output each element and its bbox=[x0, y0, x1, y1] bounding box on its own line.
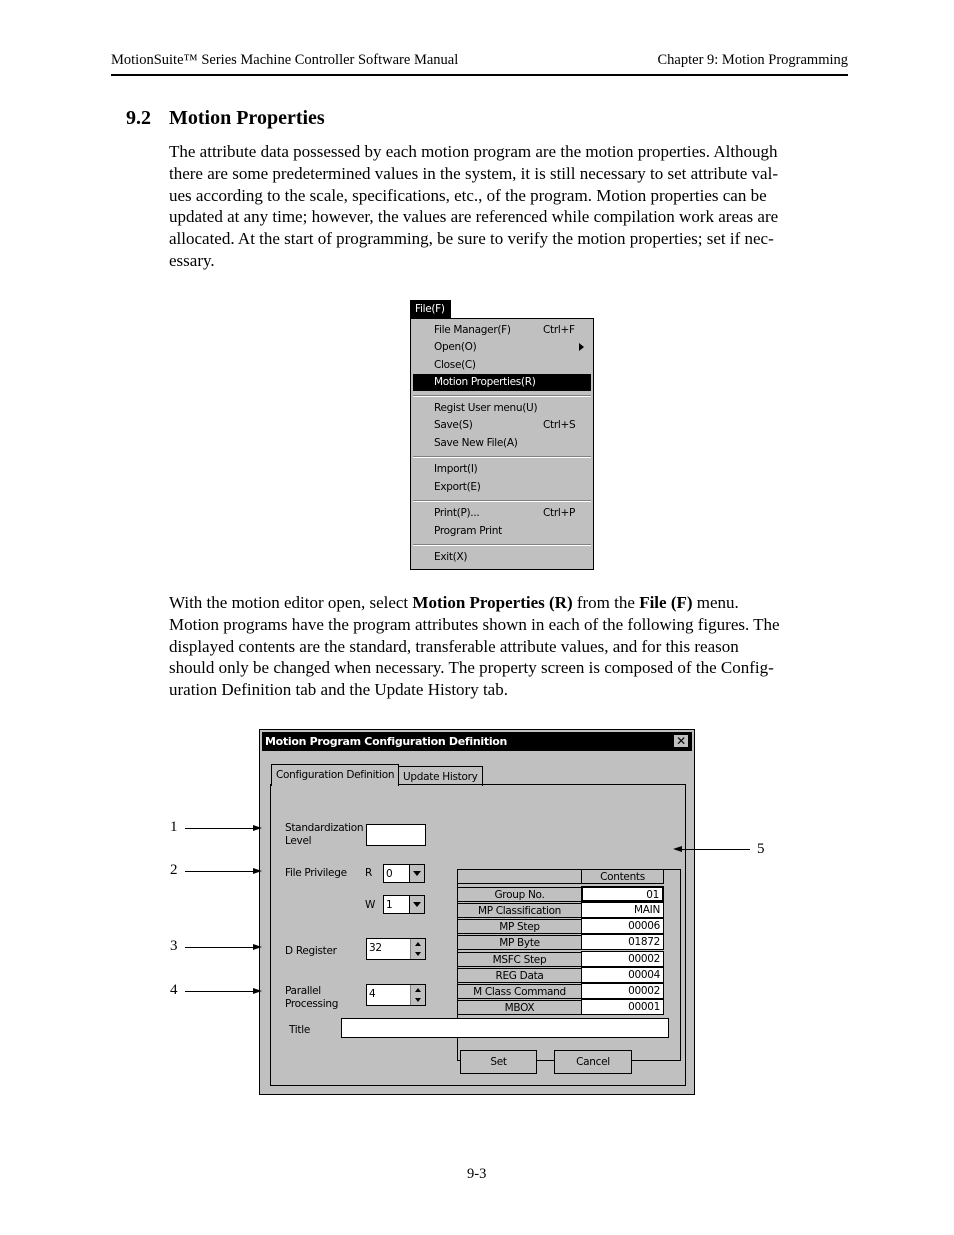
menu-separator bbox=[413, 500, 591, 502]
callout-number: 1 bbox=[170, 819, 178, 835]
grid-row-value[interactable]: 01 bbox=[581, 886, 664, 902]
label-line: Level bbox=[285, 835, 312, 847]
grid-row-label: REG Data bbox=[457, 968, 582, 983]
w-label: W bbox=[365, 899, 376, 911]
callout-arrow bbox=[185, 947, 253, 948]
text-run: With the motion editor open, select bbox=[169, 593, 413, 612]
grid-row-value[interactable]: 00001 bbox=[581, 999, 664, 1015]
para-line: Motion programs have the program attributes shown in each of the following figures. The bbox=[169, 614, 780, 634]
spin-buttons[interactable] bbox=[410, 985, 425, 1005]
chevron-down-icon[interactable] bbox=[409, 865, 424, 882]
arrowhead-icon bbox=[253, 825, 262, 831]
select-value: 1 bbox=[386, 899, 393, 911]
para-line: displayed contents are the standard, transferable attribute values, and for this reason bbox=[169, 636, 739, 656]
title-input[interactable] bbox=[341, 1018, 669, 1038]
standardization-level-input[interactable] bbox=[366, 824, 426, 846]
menu-item-exit[interactable]: Exit(X) bbox=[434, 551, 468, 563]
menu-item-program-print[interactable]: Program Print bbox=[434, 525, 502, 537]
standardization-label bbox=[285, 822, 363, 848]
spinner-value: 4 bbox=[369, 988, 376, 1000]
callout-number: 5 bbox=[757, 841, 765, 857]
spinner-value: 32 bbox=[369, 942, 382, 954]
tab-configuration-definition[interactable]: Configuration Definition bbox=[271, 764, 399, 786]
header-rule bbox=[111, 74, 848, 76]
tab-update-history[interactable]: Update History bbox=[398, 766, 483, 786]
spin-up-icon[interactable] bbox=[415, 942, 421, 946]
grid-row-label: MP Byte bbox=[457, 935, 582, 950]
section-number: 9.2 bbox=[126, 107, 151, 129]
para-line: allocated. At the start of programming, be sure to verify the motion properties; set if nec- bbox=[169, 229, 774, 249]
grid-row-value[interactable]: 00006 bbox=[581, 918, 664, 934]
menu-item-file-manager[interactable]: File Manager(F) bbox=[434, 324, 511, 336]
menu-item-open[interactable]: Open(O) bbox=[434, 341, 477, 353]
menu-item-save[interactable]: Save(S) bbox=[434, 419, 473, 431]
d-register-label: D Register bbox=[285, 945, 337, 957]
parallel-processing-spinner[interactable] bbox=[366, 984, 426, 1006]
menu-item-print[interactable]: Print(P)... bbox=[434, 507, 480, 519]
menu-separator bbox=[413, 395, 591, 397]
label-line: Standardization bbox=[285, 822, 364, 834]
grid-row-label: MSFC Step bbox=[457, 952, 582, 967]
grid-row-value[interactable]: 00002 bbox=[581, 951, 664, 967]
title-label: Title bbox=[289, 1024, 311, 1036]
arrowhead-icon bbox=[253, 988, 262, 994]
page-number: 9-3 bbox=[467, 1166, 487, 1182]
grid-row-label: MP Step bbox=[457, 919, 582, 934]
config-definition-dialog bbox=[259, 729, 695, 1095]
para-line: updated at any time; however, the values are referenced while compilation work areas are bbox=[169, 207, 779, 227]
bold-menu-name: File (F) bbox=[639, 593, 693, 612]
menu-separator bbox=[413, 544, 591, 546]
select-value: 0 bbox=[386, 868, 393, 880]
set-button[interactable]: Set bbox=[460, 1050, 537, 1074]
text-run: from the bbox=[572, 593, 640, 612]
file-menu-title[interactable]: File(F) bbox=[410, 300, 451, 318]
grid-row-value[interactable]: 00004 bbox=[581, 967, 664, 983]
para-line: should only be changed when necessary. The property screen is composed of the Config- bbox=[169, 658, 774, 678]
grid-row-label: MP Classification bbox=[457, 903, 582, 918]
menu-item-motion-properties[interactable]: Motion Properties(R) bbox=[434, 376, 536, 388]
callout-arrow bbox=[682, 849, 750, 850]
callout-number: 4 bbox=[170, 982, 178, 998]
write-privilege-select[interactable] bbox=[383, 895, 425, 914]
close-icon[interactable]: ✕ bbox=[673, 734, 689, 748]
running-header-title: MotionSuite™ Series Machine Controller Software Manual bbox=[111, 52, 459, 68]
section-title: Motion Properties bbox=[169, 107, 325, 129]
shortcut-file-manager: Ctrl+F bbox=[543, 324, 575, 336]
menu-item-regist-user-menu[interactable]: Regist User menu(U) bbox=[434, 402, 538, 414]
label-line: Processing bbox=[285, 998, 339, 1010]
parallel-processing-label bbox=[285, 985, 338, 1011]
arrowhead-icon bbox=[253, 868, 262, 874]
menu-item-import[interactable]: Import(I) bbox=[434, 463, 478, 475]
file-privilege-label: File Privilege bbox=[285, 867, 347, 879]
dialog-title: Motion Program Configuration Definition bbox=[265, 735, 508, 748]
para-line: The attribute data possessed by each motion program are the motion properties. Although bbox=[169, 142, 778, 161]
callout-arrow bbox=[185, 828, 253, 829]
para-line: there are some predetermined values in the system, it is still necessary to set attribute val- bbox=[169, 163, 778, 183]
para-line: uration Definition tab and the Update History tab. bbox=[169, 680, 508, 700]
para-line: essary. bbox=[169, 250, 215, 270]
dialog-titlebar bbox=[262, 732, 692, 751]
tab-panel bbox=[270, 784, 686, 1086]
grid-row-value[interactable]: 01872 bbox=[581, 934, 664, 950]
read-privilege-select[interactable] bbox=[383, 864, 425, 883]
spin-buttons[interactable] bbox=[410, 939, 425, 959]
instruction-paragraph bbox=[169, 592, 841, 701]
grid-row-label: MBOX bbox=[457, 1000, 582, 1015]
arrowhead-icon bbox=[253, 944, 262, 950]
text-run: menu. bbox=[692, 593, 739, 612]
cancel-button[interactable]: Cancel bbox=[554, 1050, 632, 1074]
chevron-down-icon[interactable] bbox=[409, 896, 424, 913]
menu-item-export[interactable]: Export(E) bbox=[434, 481, 481, 493]
callout-number: 3 bbox=[170, 938, 178, 954]
shortcut-save: Ctrl+S bbox=[543, 419, 576, 431]
shortcut-print: Ctrl+P bbox=[543, 507, 576, 519]
para-line bbox=[169, 592, 841, 614]
submenu-arrow-icon bbox=[579, 343, 584, 351]
menu-item-save-new-file[interactable]: Save New File(A) bbox=[434, 437, 518, 449]
grid-row-value[interactable]: 00002 bbox=[581, 983, 664, 999]
callout-number: 2 bbox=[170, 862, 178, 878]
para-line: ues according to the scale, specifications, etc., of the program. Motion properties can be bbox=[169, 185, 767, 205]
menu-separator bbox=[413, 456, 591, 458]
spin-up-icon[interactable] bbox=[415, 988, 421, 992]
menu-item-close[interactable]: Close(C) bbox=[434, 359, 476, 371]
bold-menu-command: Motion Properties (R) bbox=[412, 593, 573, 612]
d-register-spinner[interactable] bbox=[366, 938, 426, 960]
running-header-chapter: Chapter 9: Motion Programming bbox=[657, 52, 848, 68]
r-label: R bbox=[365, 867, 372, 879]
spin-down-icon[interactable] bbox=[415, 952, 421, 956]
intro-paragraph bbox=[169, 141, 841, 272]
grid-corner bbox=[457, 869, 582, 884]
grid-row-label: Group No. bbox=[457, 887, 582, 902]
grid-row-label: M Class Command bbox=[457, 984, 582, 999]
label-line: Parallel bbox=[285, 985, 321, 997]
grid-header-contents: Contents bbox=[581, 869, 664, 884]
callout-arrow bbox=[185, 991, 253, 992]
arrowhead-icon bbox=[673, 846, 682, 852]
spin-down-icon[interactable] bbox=[415, 998, 421, 1002]
grid-row-value[interactable]: MAIN bbox=[581, 902, 664, 918]
file-menu bbox=[410, 318, 594, 570]
callout-arrow bbox=[185, 871, 253, 872]
